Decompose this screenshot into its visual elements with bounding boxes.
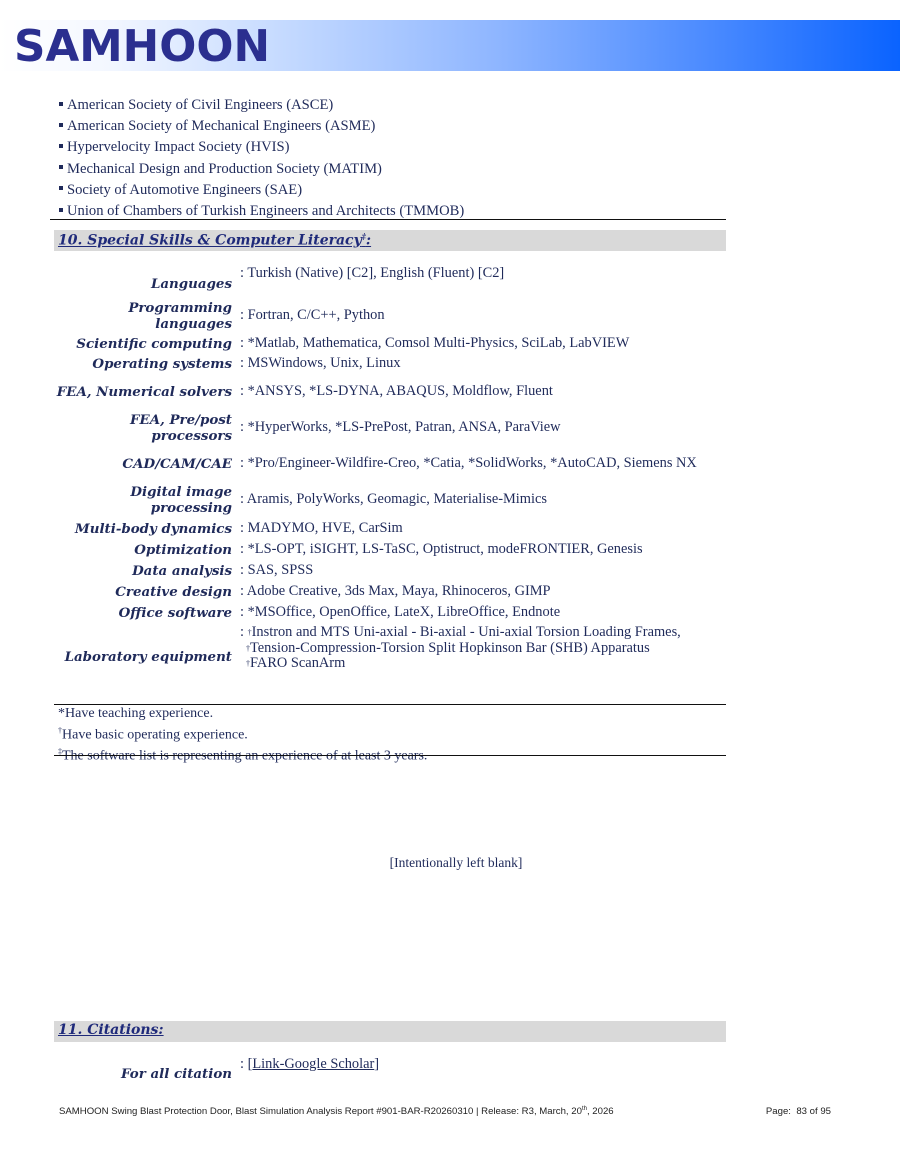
skill-row [54,334,726,354]
skill-row [54,298,726,334]
skill-label: Scientific computing [76,336,232,352]
divider [54,755,726,756]
lab-item: †Tension-Compression-Torsion Split Hopkinson Bar (SHB) Apparatus [246,639,650,656]
association-text: Union of Chambers of Turkish Engineers and Architects (TMMOB) [67,203,465,220]
association-text: Hypervelocity Impact Society (HVIS) [67,139,290,156]
skill-row [54,539,726,560]
skill-value: : SAS, SPSS [240,561,314,578]
skill-value: : *Pro/Engineer-Wildfire-Creo, *Catia, *SolidWorks, *AutoCAD, Siemens NX [240,455,697,472]
skill-row [54,374,726,410]
citation-value: : [Link-Google Scholar] [240,1056,380,1072]
skill-value: : Turkish (Native) [C2], English (Fluent) [C2] [240,265,505,282]
skills-table [54,262,726,693]
intentionally-blank-note: [Intentionally left blank] [389,855,523,870]
skill-label: Creative design [115,583,232,600]
skill-label: Data analysis [132,562,232,579]
skill-label: Digital image processing [130,484,232,516]
skill-label: Operating systems [92,356,232,372]
skill-label: FEA, Numerical solvers [56,384,232,400]
lab-item: : †Instron and MTS Uni-axial - Bi-axial - Uni-axial Torsion Loading Frames, [240,624,681,640]
bullet-icon [59,123,63,127]
list-item [59,137,464,158]
skill-label: Laboratory equipment [64,649,232,665]
skill-label: FEA, Pre/post processors [130,412,232,444]
section-10-header [54,230,726,251]
associations-list [59,95,464,222]
list-item [59,159,464,180]
association-text: American Society of Mechanical Engineers (ASME) [67,118,376,135]
skill-row [54,602,726,623]
page-number: Page: 83 of 95 [765,1106,831,1117]
section-11-title: 11. Citations: [58,1022,164,1038]
skill-row [54,354,726,374]
skill-value: : Aramis, PolyWorks, Geomagic, Materialise-Mimics [240,491,547,508]
skill-label: Multi-body dynamics [74,520,232,537]
skill-row [54,262,726,298]
list-item [59,180,464,201]
skill-value: : *HyperWorks, *LS-PrePost, Patran, ANSA, ParaView [240,419,561,436]
association-text: Society of Automotive Engineers (SAE) [67,181,303,198]
list-item [59,116,464,137]
bullet-icon [59,165,63,169]
page-footer [59,1106,831,1117]
footnote: †Have basic operating experience. [58,725,248,743]
skill-label: Optimization [134,541,232,558]
footer-doc-info: SAMHOON Swing Blast Protection Door, Blast Simulation Analysis Report #901-BAR-R20260310 | Release: R3, March, 20th, 2026 [59,1106,614,1118]
skill-value: : *LS-OPT, iSIGHT, LS-TaSC, Optistruct, modeFRONTIER, Genesis [240,540,643,557]
citation-label: For all citation [121,1066,232,1082]
skill-row [54,446,726,482]
skill-label: Office software [118,604,232,621]
skill-value: : Adobe Creative, 3ds Max, Maya, Rhinoceros, GIMP [240,582,551,599]
bullet-icon [59,208,63,212]
skill-value: : Fortran, C/C++, Python [240,307,385,324]
logo-text: SAMHOON [14,22,270,68]
skill-value: : *ANSYS, *LS-DYNA, ABAQUS, Moldflow, Fluent [240,383,553,400]
association-text: American Society of Civil Engineers (ASCE) [67,97,334,113]
section-10-title: 10. Special Skills & Computer Literacy‡: [58,231,372,249]
google-scholar-link[interactable]: Link-Google Scholar [252,1056,375,1072]
bullet-icon [59,186,63,190]
samhoon-logo [14,22,276,68]
skill-value: : *Matlab, Mathematica, Comsol Multi-Physics, SciLab, LabVIEW [240,335,630,352]
skill-label: CAD/CAM/CAE [122,456,232,472]
skill-row [54,482,726,518]
skill-row [54,581,726,602]
divider [54,704,726,705]
bullet-icon [59,144,63,148]
skill-row [54,560,726,581]
divider [50,219,726,220]
skill-row [54,518,726,539]
association-text: Mechanical Design and Production Society (MATIM) [67,160,382,177]
list-item [59,95,464,116]
bullet-icon [59,102,63,106]
skill-value: : MADYMO, HVE, CarSim [240,519,403,536]
footnote: ‡The software list is representing an experience of at least 3 years. [58,746,428,764]
skill-value: : *MSOffice, OpenOffice, LateX, LibreOffice, Endnote [240,603,561,620]
skill-value [232,623,726,672]
lab-item: †FARO ScanArm [246,655,346,671]
section-11-header [54,1021,726,1042]
skill-value: : MSWindows, Unix, Linux [240,355,401,372]
skill-row-lab [54,623,726,693]
footnote: *Have teaching experience. [58,706,214,721]
skill-label: Programming languages [128,300,232,332]
skill-label: Languages [150,276,232,292]
skill-row [54,410,726,446]
